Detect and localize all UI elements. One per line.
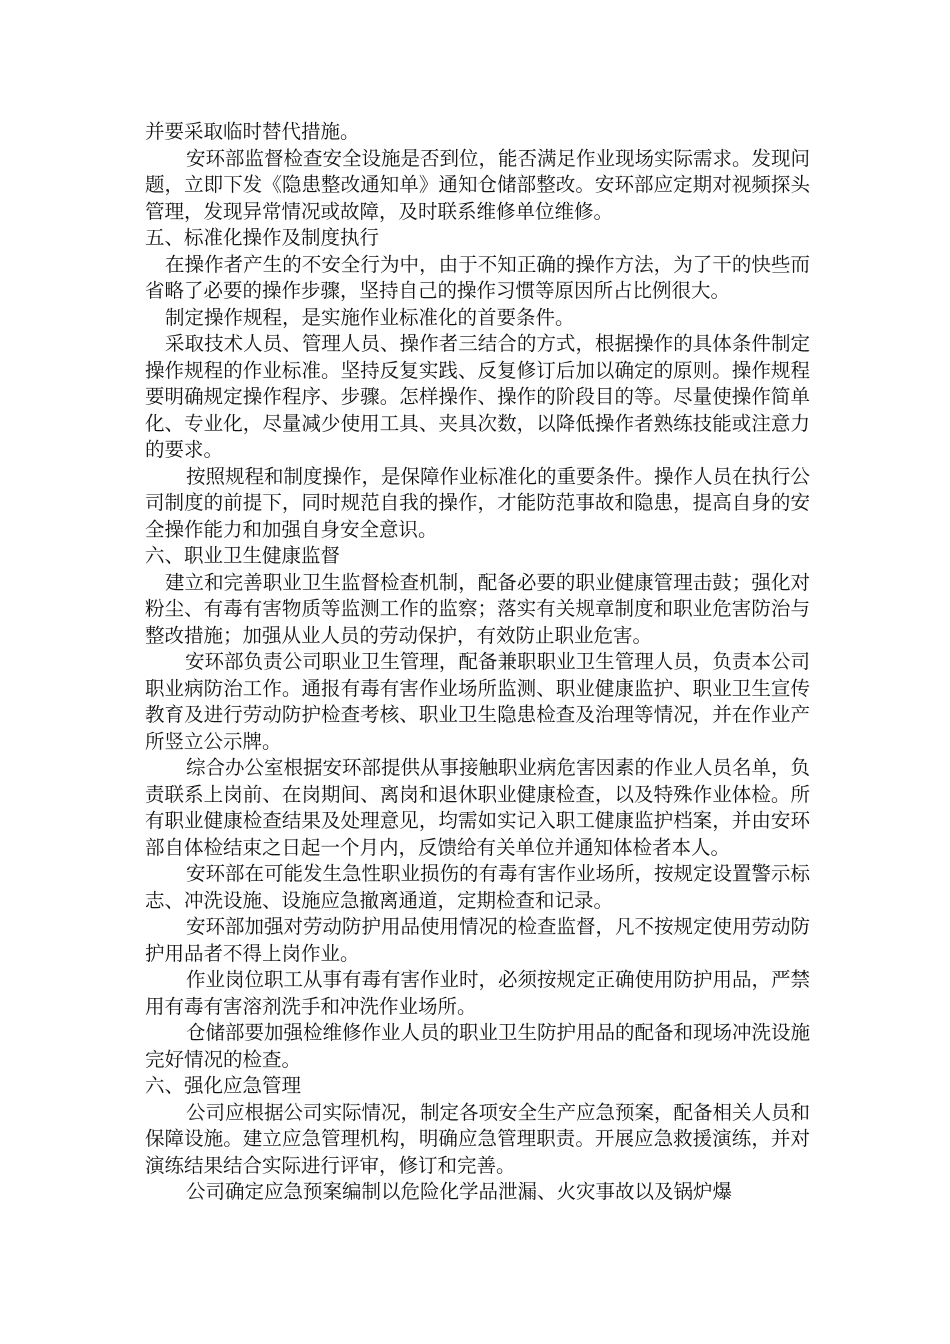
section-heading: 六、强化应急管理: [145, 1074, 302, 1097]
paragraph: 仓储部要加强检维修作业人员的职业卫生防护用品的配备和现场冲洗设施完好情况的检查。: [145, 1021, 811, 1071]
section-heading: 五、标准化操作及制度执行: [145, 226, 380, 249]
paragraph: 制定操作规程，是实施作业标准化的首要条件。: [165, 305, 575, 329]
paragraph: 在操作者产生的不安全行为中，由于不知正确的操作方法，为了干的快些而省略了必要的操作步骤，坚持自己的操作习惯等原因所占比例很大。: [145, 252, 810, 302]
paragraph: 安环部在可能发生急性职业损伤的有毒有害作业场所，按规定设置警示标志、冲洗设施、设施应急撤离通道，定期检查和记录。: [145, 862, 811, 912]
paragraph: 安环部加强对劳动防护用品使用情况的检查监督，凡不按规定使用劳动防护用品者不得上岗作业。: [145, 915, 811, 965]
paragraph: 安环部负责公司职业卫生管理，配备兼职职业卫生管理人员，负责本公司职业病防治工作。通报有毒有害作业场所监测、职业健康监护、职业卫生宣传教育及进行劳动防护检查考核、职业卫生隐患检查及治理等情况，并在作业产所竖立公示牌。: [145, 650, 810, 753]
paragraph: 采取技术人员、管理人员、操作者三结合的方式，根据操作的具体条件制定操作规程的作业标准。坚持反复实践、反复修订后加以确定的原则。操作规程要明确规定操作程序、步骤。怎样操作、操作的阶段目的等。尽量使操作简单化、专业化，尽量减少使用工具、夹具次数，以降低操作者熟练技能或注意力的要求。: [145, 332, 810, 461]
paragraph: 综合办公室根据安环部提供从事接触职业病危害因素的作业人员名单，负责联系上岗前、在岗期间、离岗和退休职业健康检查，以及特殊作业体检。所有职业健康检查结果及处理意见，均需如实记入职工健康监护档案，并由安环部自体检结束之日起一个月内，反馈给有关单位并通知体检者本人。: [145, 756, 811, 859]
paragraph: 按照规程和制度操作，是保障作业标准化的重要条件。操作人员在执行公司制度的前提下，同时规范自我的操作，才能防范事故和隐患，提高自身的安全操作能力和加强自身安全意识。: [145, 464, 811, 541]
paragraph: 公司应根据公司实际情况，制定各项安全生产应急预案，配备相关人员和保障设施。建立应急管理机构，明确应急管理职责。开展应急救援演练，并对演练结果结合实际进行评审，修订和完善。: [145, 1100, 811, 1177]
paragraph: 公司确定应急预案编制以危险化学品泄漏、火灾事故以及锅炉爆: [186, 1180, 733, 1203]
paragraph: 作业岗位职工从事有毒有害作业时，必须按规定正确使用防护用品，严禁用有毒有害溶剂洗手和冲洗作业场所。: [145, 968, 811, 1018]
paragraph: 安环部监督检查安全设施是否到位，能否满足作业现场实际需求。发现问题，立即下发《隐患整改通知单》通知仓储部整改。安环部应定期对视频探头管理，发现异常情况或故障，及时联系维修单位维修。: [145, 146, 811, 223]
paragraph: 并要采取临时替代措施。: [145, 120, 360, 143]
paragraph: 建立和完善职业卫生监督检查机制，配备必要的职业健康管理击鼓；强化对粉尘、有毒有害物质等监测工作的监察；落实有关规章制度和职业危害防治与整改措施；加强从业人员的劳动保护，有效防止职业危害。: [145, 570, 810, 647]
document-body: [145, 119, 810, 1206]
section-heading: 六、职业卫生健康监督: [145, 544, 341, 567]
